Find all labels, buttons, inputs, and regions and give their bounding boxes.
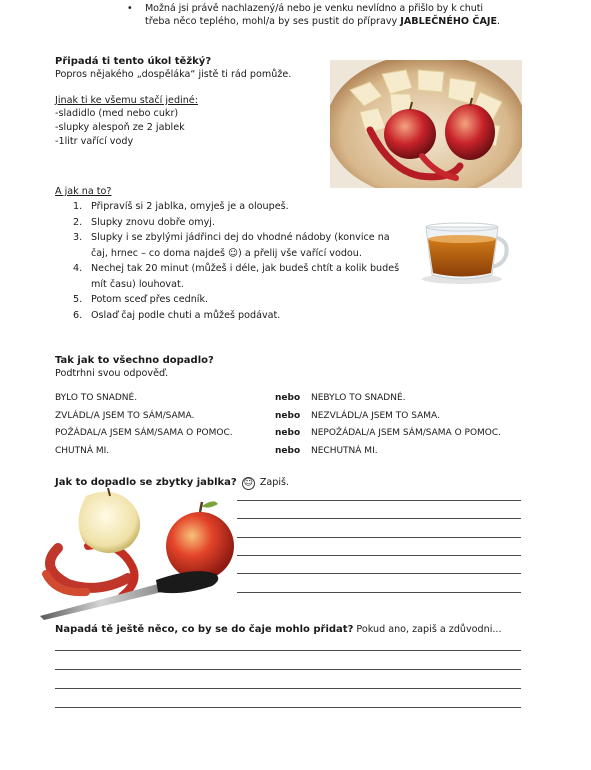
writing-line[interactable] [55, 688, 521, 689]
or-label: nebo [275, 411, 301, 421]
intro-line-2 [135, 15, 535, 28]
option-right[interactable]: NEBYLO TO SNADNÉ. [311, 393, 406, 403]
intro-line-2-text: třeba něco teplého, mohl/a by ses pustit do přípravy [145, 16, 401, 27]
step-text: Připravíš si 2 jablka, omyješ je a oloupeš. [91, 201, 289, 212]
step-item [73, 308, 418, 324]
step-text-continued: mít času) louhovat. [91, 278, 184, 290]
step-number: 1. [73, 201, 83, 212]
step-text: Slupky i se zbylými jádřinci dej do vhodné nádoby (konvice na [91, 232, 390, 243]
intro-line-2-end: . [497, 16, 501, 27]
or-label: nebo [275, 446, 301, 456]
step-item [73, 292, 418, 308]
writing-line[interactable] [55, 707, 521, 708]
help-text: Popros nějakého „dospěláka“ jistě ti rád pomůže. [55, 69, 292, 80]
step-number: 5. [73, 294, 83, 305]
tea-cup-image [418, 215, 518, 285]
step-text-continued: čaj, hrnec – co doma najdeš ☺) a přelij vše vařící vodou. [91, 247, 362, 259]
intro-line-1: Možná jsi právě nachlazený/á nebo je venku nevlídno a přišlo by k chuti [145, 3, 483, 14]
ideas-heading: Napadá tě ještě něco, co by se do čaje mohlo přidat? [55, 624, 354, 635]
ingredient-item: -sladidlo (med nebo cukr) [55, 108, 179, 119]
ideas-text: Pokud ano, zapiš a zdůvodni... [353, 624, 502, 635]
intro-paragraph [127, 2, 535, 28]
step-item [73, 230, 418, 261]
smiley-icon: ☺ [243, 478, 253, 488]
writing-line[interactable] [237, 592, 521, 593]
evaluation-heading: Tak jak to všechno dopadlo? [55, 355, 214, 366]
step-number: 3. [73, 232, 83, 243]
ingredient-item: -1litr vařící vody [55, 136, 134, 147]
step-item [73, 199, 418, 215]
intro-tea-name: JABLEČNÉHO ČAJE [400, 16, 498, 27]
help-heading: Připadá ti tento úkol těžký? [55, 56, 212, 67]
steps-list [73, 199, 418, 323]
step-text: Potom sceď přes cedník. [91, 294, 209, 305]
writing-line[interactable] [237, 518, 521, 519]
writing-line[interactable] [237, 500, 521, 501]
bullet-icon: • [127, 3, 133, 14]
leftovers-heading: Jak to dopadlo se zbytky jablka? [55, 477, 237, 488]
option-right[interactable]: NEZVLÁDL/A JSEM TO SAMA. [311, 411, 440, 421]
step-text: Slupky znovu dobře omyj. [91, 216, 216, 228]
option-right[interactable]: NECHUTNÁ MI. [311, 446, 378, 456]
step-number: 2. [73, 216, 83, 228]
apples-bowl-image [330, 60, 522, 188]
step-text: Oslaď čaj podle chuti a můžeš podávat. [91, 309, 281, 321]
ingredients-heading: Jinak ti ke všemu stačí jediné: [55, 95, 198, 106]
option-right[interactable]: NEPOŽÁDAL/A JSEM SÁM/SAMA O POMOC. [311, 428, 502, 438]
option-left[interactable]: POŽÁDAL/A JSEM SÁM/SAMA O POMOC. [55, 428, 233, 438]
writing-line[interactable] [237, 537, 521, 538]
writing-line[interactable] [55, 669, 521, 670]
writing-line[interactable] [237, 573, 521, 574]
option-left[interactable]: CHUTNÁ MI. [55, 446, 110, 456]
step-number: 6. [73, 309, 83, 321]
howto-heading: A jak na to? [55, 186, 112, 197]
leftovers-text: Zapiš. [259, 477, 290, 488]
step-item [73, 261, 418, 292]
step-text: Nechej tak 20 minut (můžeš i déle, jak budeš chtít a kolik budeš [91, 263, 400, 274]
or-label: nebo [275, 393, 301, 403]
step-number: 4. [73, 263, 83, 274]
evaluation-instruction: Podtrhni svou odpověď. [55, 368, 169, 379]
writing-line[interactable] [237, 555, 521, 556]
writing-line[interactable] [55, 650, 521, 651]
ideas-question [55, 624, 502, 635]
or-label: nebo [275, 428, 301, 438]
option-left[interactable]: BYLO TO SNADNÉ. [55, 393, 138, 403]
option-left[interactable]: ZVLÁDL/A JSEM TO SÁM/SAMA. [55, 411, 195, 421]
peeled-apple-image [38, 488, 238, 623]
ingredient-item: -slupky alespoň ze 2 jablek [55, 122, 185, 133]
step-item [73, 215, 418, 231]
